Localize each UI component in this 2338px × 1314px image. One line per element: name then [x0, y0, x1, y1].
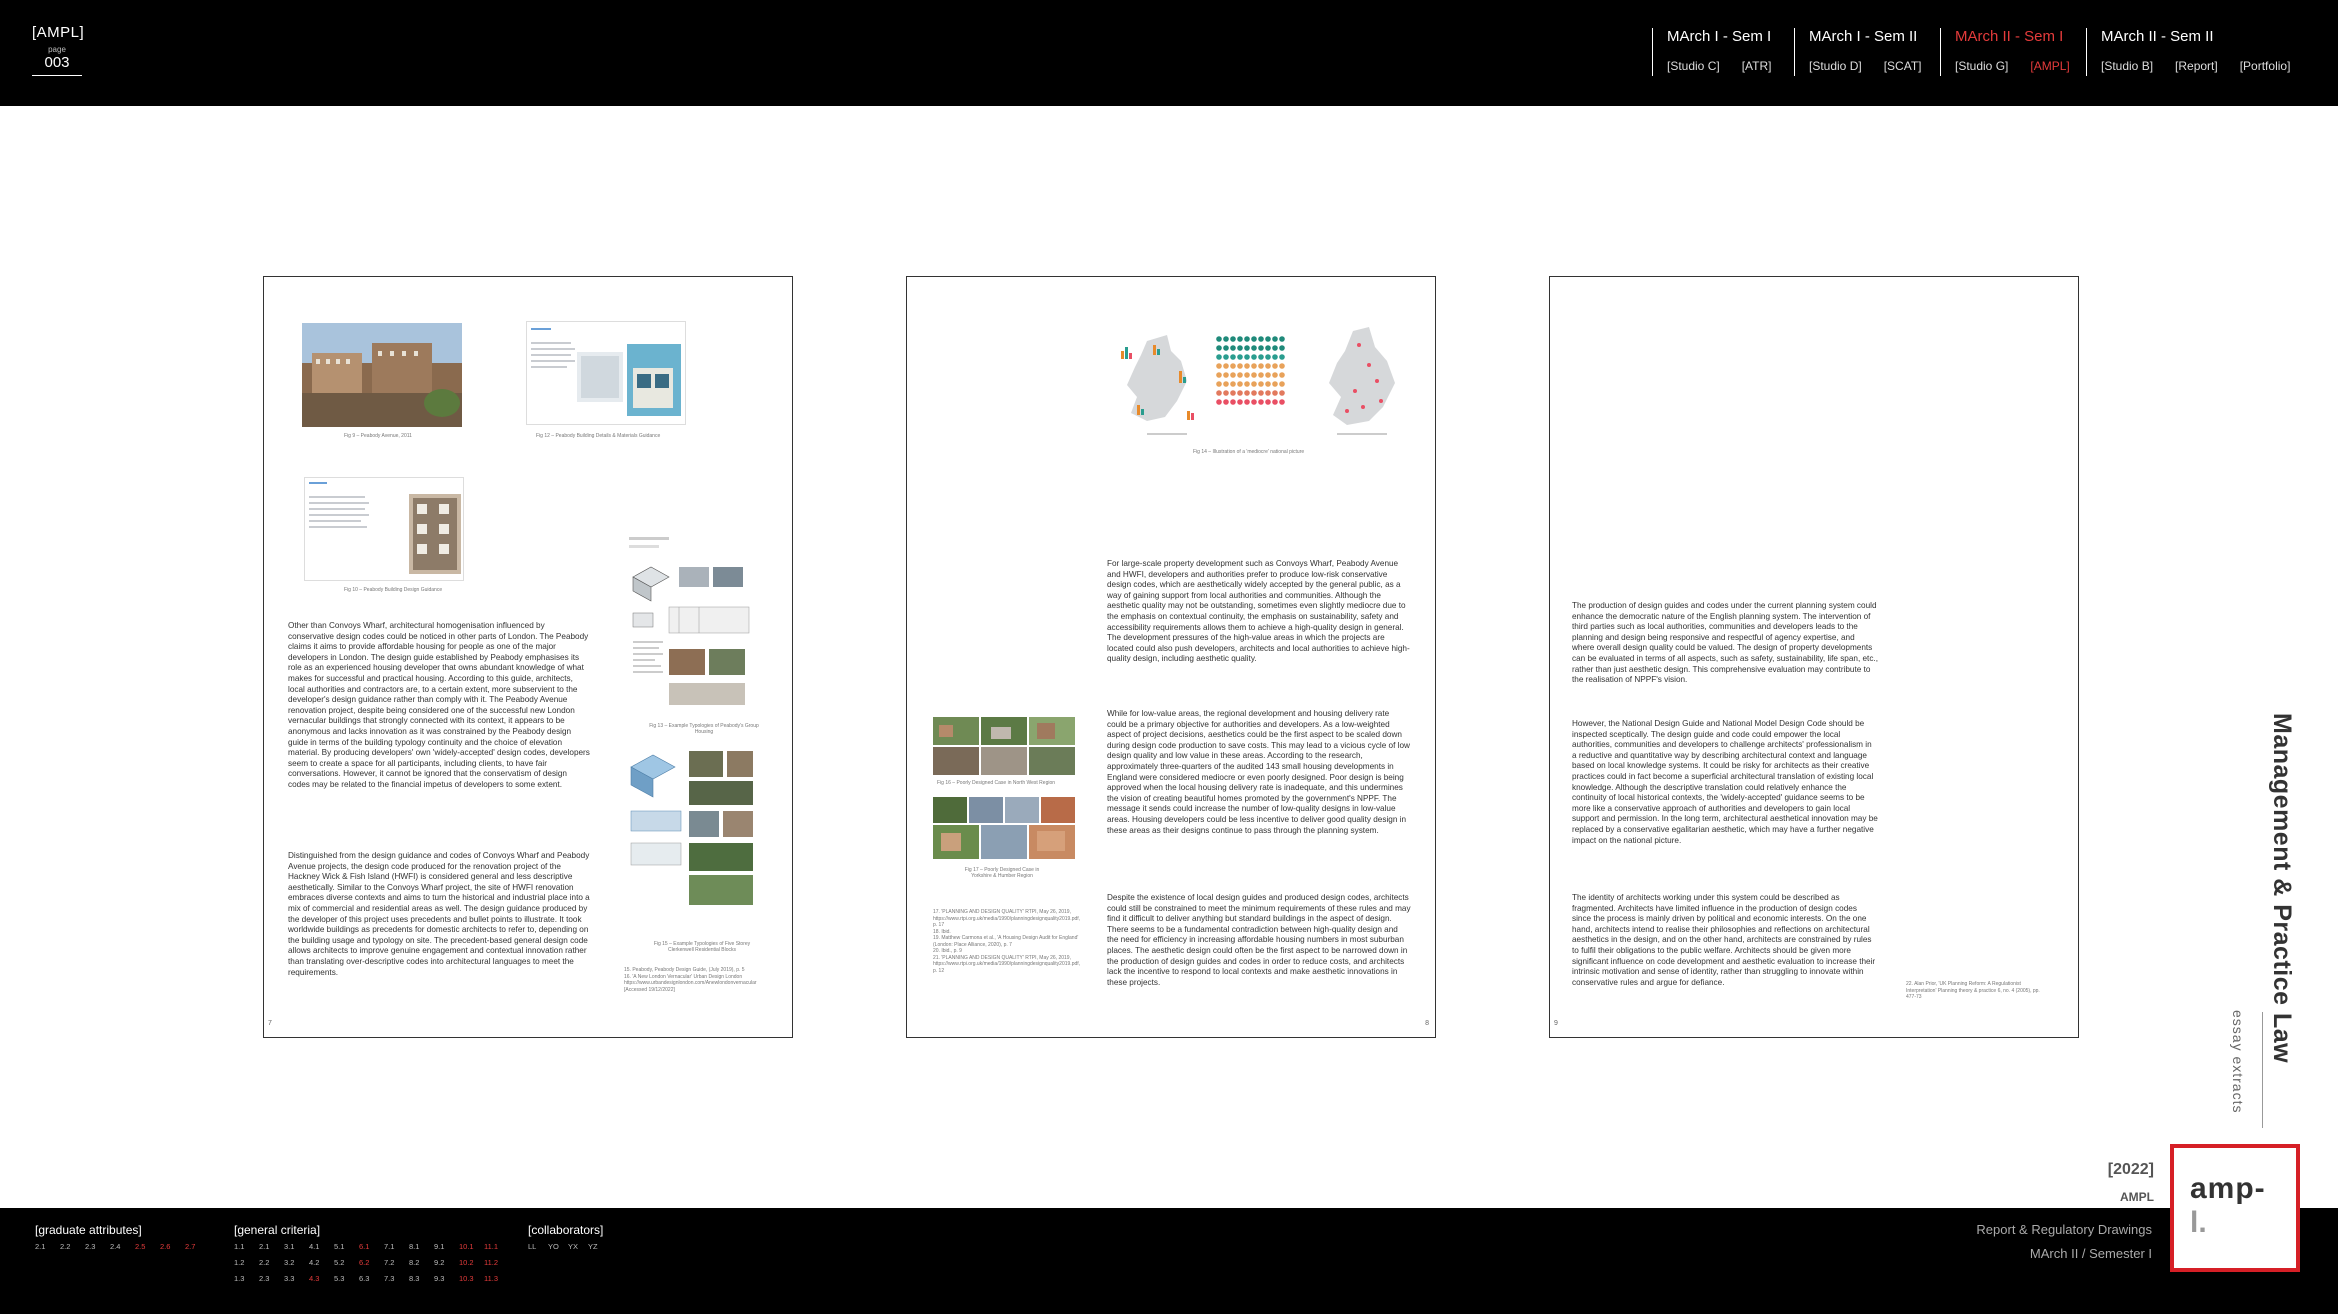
nav-link-report[interactable]: [Report]: [2175, 59, 2218, 73]
nav-march1-sem1: [1652, 28, 1771, 76]
graduate-attributes-label: [graduate attributes]: [35, 1223, 142, 1237]
page3-paragraph-3: The identity of architects working under this system could be described as fragmented. Architects have limited influence in the production of design codes since the process is mainly driven by political and economic interests. On the one hand, architects intend to realise their philosophies and reflections on architectural aesthetics in the design, and on the other hand, architects are constrained by rules to fulfil their obligations to the public welfare. Architects should be given more significant influence on code development and aesthetic evaluation to increase their intrinsic motivation and sense of identity, rather than struggling to innovate within conservative rules and argue for defiance.: [1572, 893, 1876, 987]
nav-link-scat[interactable]: [SCAT]: [1883, 59, 1922, 73]
design-guidance-thumbnail: [304, 477, 464, 581]
page2-paragraph-1: For large-scale property development such as Convoys Wharf, Peabody Avenue and HWFI, developers and authorities prefer to produce low-risk conservative design codes, which are aesthetically widely accepted by the general public, as a way of gaining support from local authorities and communities. Although the aesthetic quality may not be outstanding, sometimes even slightly mediocre due to the emphasis on contextual continuity, the emphasis on sustainability, safety and accessibility requirements allows them to achieve a high-quality design in general. The development pressures of the high-value areas in which the projects are located could also push developers, architects and local authorities to achieve high-quality design, including aesthetic quality.: [1107, 559, 1410, 664]
nav-march2-sem2: [2086, 28, 2290, 76]
module-code: AMPL: [2120, 1190, 2154, 1204]
general-criteria-item: 8.1: [409, 1242, 420, 1251]
general-criteria-item: 11.2: [484, 1258, 499, 1267]
page1-paragraph-1: Other than Convoys Wharf, architectural homogenisation influenced by conservative design codes could be noticed in other parts of London. The Peabody claims it aims to provide affordable housing for people as one of the major developers in London. The design guide established by Peabody emphasises its role as an experienced housing developer that owns abundant knowledge of what makes for successful and practical housing. According to this guide, architects, local authorities and contractors are, to a certain extent, more subservient to the developer's design guidance rather than comply with it. The Peabody Avenue renovation project, despite being considered one of the successful new London vernacular buildings that strongly connected with its context, it appears to be anonymous and lacks innovation as it was constrained by the Peabody design guide in terms of the building typology continuity and the choice of elevation material. By producing developers' own 'widely-accepted' design codes, developers seem to create a space for all participants, including clients, to have fair conversations. However, it cannot be ignored that the conservatism of design codes may be related to the financial impetus of developers to some extent.: [288, 621, 590, 789]
graduate-attribute-item: 2.1: [35, 1242, 46, 1251]
general-criteria-item: 10.2: [459, 1258, 474, 1267]
title-divider: [2262, 1012, 2263, 1128]
nav-march2-sem1-title[interactable]: MArch II - Sem I: [1955, 28, 2064, 45]
nav-march1-sem2: [1794, 28, 1921, 76]
fig17-caption: Fig 17 – Poorly Designed Case in Yorkshire & Humber Region: [964, 867, 1040, 879]
general-criteria-item: 9.3: [434, 1274, 445, 1283]
module-subtitle: [2230, 1010, 2250, 1130]
graduate-attribute-item: 2.2: [60, 1242, 71, 1251]
fig9-caption: Fig 9 – Peabody Avenue, 2011: [344, 433, 412, 439]
peabody-avenue-photo: [302, 323, 462, 427]
page2-footnotes: 17. 'PLANNING AND DESIGN QUALITY' RTPI, May 26, 2019, https://www.rtpi.org.uk/media/1990/planningdesignquality2019.pdf, p. 17 18. Ibid. 19. Matthew Carmona et al., 'A Housing Design Audit for England' (London: Place Alliance, 2020), p. 7 20. Ibid., p. 9 21. 'PLANNING AND DESIGN QUALITY' RTPI, May 26, 2019, https://www.rtpi.org.uk/media/1990/planningdesignquality2019.pdf, p. 12: [933, 909, 1081, 974]
graduate-attributes-grid: [35, 1242, 210, 1258]
graduate-attribute-item: 2.4: [110, 1242, 121, 1251]
bottom-bar: [0, 1208, 2338, 1314]
page3-footnotes: 22. Alan Prior, 'UK Planning Reform: A Regulationist Interpretation' Planning theory & practice 6, no. 4 (2005), pp. 477-73: [1906, 981, 2040, 1000]
essay-page-1: [263, 276, 793, 1038]
general-criteria-item: 4.3: [309, 1274, 320, 1283]
clerkenwell-block-diagrams: [629, 747, 755, 917]
general-criteria-item: 4.2: [309, 1258, 320, 1267]
general-criteria-item: 1.1: [234, 1242, 245, 1251]
nav-link-studio-c[interactable]: [Studio C]: [1667, 59, 1720, 73]
collaborator-initials: LL: [528, 1242, 537, 1251]
nav-march2-sem1: [1940, 28, 2070, 76]
collaborator-initials: YX: [568, 1242, 579, 1251]
design-guide-spread-thumbnail: [526, 321, 686, 425]
general-criteria-item: 5.2: [334, 1258, 345, 1267]
general-criteria-item: 1.2: [234, 1258, 245, 1267]
nav-march1-sem1-title[interactable]: MArch I - Sem I: [1667, 28, 1772, 45]
general-criteria-item: 6.2: [359, 1258, 370, 1267]
yorkshire-cases-photos: [933, 797, 1077, 861]
general-criteria-item: 3.2: [284, 1258, 295, 1267]
general-criteria-item: 2.3: [259, 1274, 270, 1283]
general-criteria-item: 3.3: [284, 1274, 295, 1283]
page3-number: 9: [1554, 1020, 1558, 1027]
general-criteria-item: 8.2: [409, 1258, 420, 1267]
nav-link-portfolio[interactable]: [Portfolio]: [2239, 59, 2291, 73]
collaborator-initials: YO: [548, 1242, 559, 1251]
nav-march2-sem2-title[interactable]: MArch II - Sem II: [2101, 28, 2214, 45]
general-criteria-item: 11.3: [484, 1274, 499, 1283]
page2-number: 8: [1425, 1020, 1429, 1027]
general-criteria-item: 6.3: [359, 1274, 370, 1283]
general-criteria-item: 7.3: [384, 1274, 395, 1283]
page-label: page: [48, 45, 66, 54]
report-subtitle: Report & Regulatory Drawings: [1976, 1222, 2152, 1237]
fig16-caption: Fig 16 – Poorly Designed Case in North West Region: [937, 780, 1056, 786]
graduate-attribute-item: 2.3: [85, 1242, 96, 1251]
page2-paragraph-3: Despite the existence of local design guides and produced design codes, architects could still be constrained to meet the minimum requirements of these rules and may find it difficult to deliver anything but standard buildings in the aspect of design. There seems to be a fundamental contradiction between high-quality design and the need for efficiency in increasing affordable housing numbers in most suburban places. The aesthetic design could often be the first aspect to be narrowed down in the production of design guides and codes in order to reduce costs, and architects lack the incentive to respond to local contexts and make aesthetic innovations in these projects.: [1107, 893, 1411, 987]
page3-paragraph-1: The production of design guides and codes under the current planning system could enhance the democratic nature of the English planning system. The intervention of third parties such as local authorities, communities and developers leads to the planning and design being responsive and respectful of agency expertise, and where overall design quality could be valued. The design of property developments can be evaluated in terms of all aspects, such as safety, sustainability, life span, etc., rather than just aesthetic design. This comprehensive evaluation may contribute to the realisation of NPPF's vision.: [1572, 601, 1878, 685]
nav-link-atr[interactable]: [ATR]: [1741, 59, 1772, 73]
fig12-caption: Fig 12 – Peabody Building Details & Materials Guidance: [536, 433, 661, 439]
page2-paragraph-2: While for low-value areas, the regional development and housing delivery rate could be a primary objective for authorities and developers. As a low-weighted aspect of project decisions, aesthetics could be the first aspect to be scaled down during design code production to save costs. This may lead to a vicious cycle of low design quality and low value in these areas. According to the research, approximately three-quarters of the audited 143 small housing developments in England were considered mediocre or even poorly designed. Poor design is being approved when the local housing delivery rate is inadequate, and this undermines the vision of creating beautiful homes promoted by the government's NPPF. The message it sends could increase the number of low-quality designs in low-value areas. Housing developers could be less incentive to deliver good quality design in these areas as their designs continue to pass through the planning system.: [1107, 709, 1410, 835]
essay-page-3: [1549, 276, 2079, 1038]
collaborator-initials: YZ: [588, 1242, 598, 1251]
section-tag: [AMPL]: [32, 24, 85, 41]
general-criteria-item: 10.1: [459, 1242, 474, 1251]
page3-paragraph-2: However, the National Design Guide and National Model Design Code should be inspected sceptically. The design guide and code could empower the local authorities, communities and developers to challenge architects' professionalism in a reductive and quantitative way by describing architectural context and language based on local knowledge systems. It could be risky for architects as their creative practices could in fact become a superficial architectural translation of existing local knowledge. Although the descriptive translation could relatively enhance the continuity of local historical contexts, the 'widely-accepted' guidance seems to be more like a conservative approach of authorities and developers to gain local support and permission. In the long term, architectural aesthetical innovation may be replaced by a conservative egalitarian aesthetic, which may have a further negative impact on the national picture.: [1572, 719, 1878, 845]
nav-link-studio-d[interactable]: [Studio D]: [1809, 59, 1862, 73]
general-criteria-item: 7.2: [384, 1258, 395, 1267]
nav-link-studio-g[interactable]: [Studio G]: [1955, 59, 2009, 73]
national-picture-map-illustration: [1107, 321, 1407, 451]
page-indicator: [32, 24, 85, 76]
collaborators-label: [collaborators]: [528, 1223, 604, 1237]
nav-link-ampl[interactable]: [AMPL]: [2030, 59, 2070, 73]
graduate-attribute-item: 2.5: [135, 1242, 146, 1251]
page1-footnotes: 15. Peabody, Peabody Design Guide, (July 2019), p. 5 16. 'A New London Vernacular' Urban Design London https://www.urbandesignlondon.com/Anewlondonvernacular [Accessed 19/12/2022]: [624, 967, 757, 993]
general-criteria-item: 7.1: [384, 1242, 395, 1251]
fig15-caption: Fig 15 – Example Typologies of Five Storey Clerkenwell Residential Blocks: [653, 941, 751, 953]
general-criteria-item: 1.3: [234, 1274, 245, 1283]
logo-text-line2: l.: [2190, 1206, 2207, 1239]
general-criteria-item: 3.1: [284, 1242, 295, 1251]
general-criteria-item: 9.2: [434, 1258, 445, 1267]
north-west-cases-photos: [933, 717, 1077, 779]
essay-page-2: [906, 276, 1436, 1038]
general-criteria-item: 2.1: [259, 1242, 270, 1251]
general-criteria-item: 6.1: [359, 1242, 370, 1251]
housing-typology-diagrams: [629, 537, 755, 717]
module-title-text: Management & Practice Law: [2268, 713, 2296, 1064]
general-criteria-item: 11.1: [484, 1242, 499, 1251]
map-caption: Fig 14 – Illustration of a 'mediocre' national picture: [1193, 449, 1305, 455]
general-criteria-item: 5.1: [334, 1242, 345, 1251]
page1-number: 7: [268, 1020, 272, 1027]
general-criteria-item: 9.1: [434, 1242, 445, 1251]
module-subtitle-text: essay extracts: [2230, 1010, 2246, 1114]
graduate-attribute-item: 2.7: [185, 1242, 196, 1251]
nav-march1-sem2-title[interactable]: MArch I - Sem II: [1809, 28, 1918, 45]
general-criteria-item: 5.3: [334, 1274, 345, 1283]
module-title: [2266, 713, 2296, 1073]
general-criteria-item: 8.3: [409, 1274, 420, 1283]
page-number: 003: [32, 54, 82, 76]
fig13-caption: Fig 13 – Example Typologies of Peabody's Group Housing: [649, 723, 759, 735]
fig10-caption: Fig 10 – Peabody Building Design Guidance: [344, 587, 443, 593]
year-label: [2022]: [2107, 1161, 2154, 1178]
general-criteria-item: 2.2: [259, 1258, 270, 1267]
graduate-attribute-item: 2.6: [160, 1242, 171, 1251]
general-criteria-label: [general criteria]: [234, 1223, 321, 1237]
top-bar: [0, 0, 2338, 106]
nav-link-studio-b[interactable]: [Studio B]: [2101, 59, 2154, 73]
ampl-logo: [2170, 1144, 2300, 1272]
general-criteria-grid: [234, 1242, 509, 1290]
page1-paragraph-2: Distinguished from the design guidance and codes of Convoys Wharf and Peabody Avenue projects, the design code produced for the renovation project of the Hackney Wick & Fish Island (HWFI) is considered general and less descriptive aesthetically. Similar to the Convoys Wharf project, the site of HWFI renovation embraces diverse contexts and aims to turn the historical and industrial place into a mix of commercial and residential areas as well. The design guidance produced by the developer of this project uses precedents and bullet points to illustrate. It took worldwide buildings as precedents for domestic architects to refer to, depending on the building usage and typology on site. The precedent-based general design code allows architects to improve genuine engagement and contextual innovation rather than translating over-descriptive codes into architectural languages to meet the requirements.: [288, 851, 590, 977]
semester-label: MArch II / Semester I: [2029, 1246, 2152, 1261]
logo-text-line1: amp-: [2190, 1172, 2266, 1205]
general-criteria-item: 10.3: [459, 1274, 474, 1283]
collaborators-list: [528, 1242, 608, 1258]
general-criteria-item: 4.1: [309, 1242, 320, 1251]
